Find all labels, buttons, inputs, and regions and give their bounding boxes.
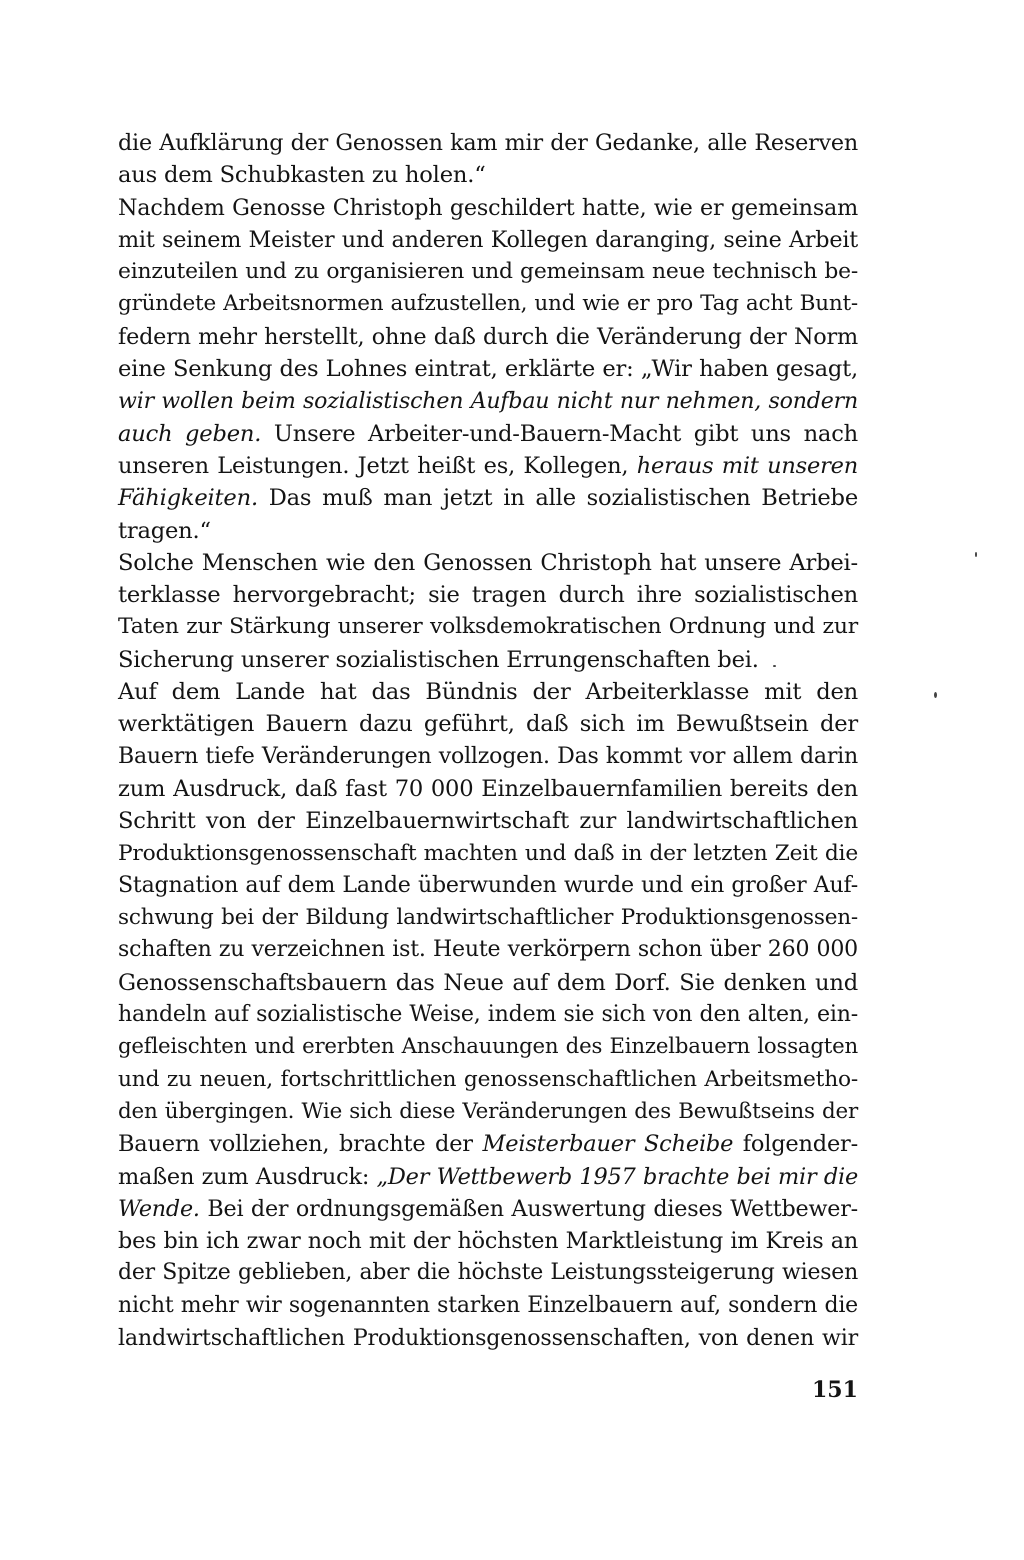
text-line	[118, 579, 858, 611]
text-line	[118, 1064, 858, 1096]
text-segment: maßen zum Ausdruck:	[118, 1163, 377, 1190]
text-segment: Genossenschaftsbauern das Neue auf dem Dorf. Sie denken und	[118, 969, 858, 996]
text-line	[118, 838, 858, 870]
text-segment: Solche Menschen wie den Genossen Christoph hat unsere Arbei-	[118, 549, 858, 576]
text-line	[118, 741, 858, 773]
text-line	[118, 321, 858, 353]
text-line	[118, 192, 858, 224]
scan-speck	[934, 692, 937, 698]
scan-speck	[975, 552, 977, 557]
text-line	[118, 1290, 858, 1322]
text-line	[118, 773, 858, 805]
text-line	[118, 127, 858, 159]
text-line	[118, 644, 858, 676]
text-line	[118, 482, 858, 514]
text-line	[118, 224, 858, 256]
text-segment: landwirtschaftlichen Produktionsgenossenschaften, von denen wir	[118, 1324, 858, 1351]
text-segment: Sicherung unserer sozialistischen Errungenschaften bei.	[118, 646, 759, 673]
text-line	[118, 1225, 858, 1257]
text-line	[118, 934, 858, 966]
emphasis-text: Wende.	[118, 1195, 200, 1222]
text-line	[118, 708, 858, 740]
emphasis-text: Meisterbauer Scheibe	[482, 1131, 734, 1158]
text-segment: Bauern vollziehen, brachte der	[118, 1131, 483, 1158]
page-number: 151	[812, 1377, 858, 1403]
text-line	[118, 353, 858, 385]
text-line	[118, 902, 858, 934]
emphasis-text: heraus mit unseren	[636, 452, 859, 479]
emphasis-text: auch geben.	[118, 420, 262, 447]
text-segment: nicht mehr wir sogenannten starken Einzelbauern auf, sondern die	[118, 1292, 858, 1318]
text-line	[118, 1193, 858, 1225]
text-segment: schwung bei der Bildung landwirtschaftlicher Produktionsgenossen-	[118, 905, 858, 931]
text-line	[118, 418, 858, 450]
emphasis-text: Fähigkeiten.	[118, 485, 258, 512]
text-segment: aus dem Schubkasten zu holen.“	[118, 162, 486, 189]
text-line	[118, 450, 858, 482]
text-segment: einzuteilen und zu organisieren und gemeinsam neue technisch be-	[118, 259, 858, 285]
emphasis-text: „Der Wettbewerb 1957 brachte bei mir die	[376, 1163, 859, 1190]
text-line	[118, 676, 858, 708]
text-segment: mit seinem Meister und anderen Kollegen daranging, seine Arbeit	[118, 226, 858, 253]
scan-speck	[773, 665, 776, 667]
text-segment: Bei der ordnungsgemäßen Auswertung dieses Wettbewer-	[199, 1195, 858, 1222]
text-line	[118, 967, 858, 999]
text-line	[118, 385, 858, 417]
text-segment: Bauern tiefe Veränderungen vollzogen. Das kommt vor allem darin	[118, 743, 858, 769]
text-segment: und zu neuen, fortschrittlichen genossenschaftlichen Arbeitsmetho-	[118, 1066, 858, 1092]
text-segment: Auf dem Lande hat das Bündnis der Arbeiterklasse mit den	[118, 679, 858, 706]
text-line	[118, 1128, 858, 1160]
body-text	[118, 127, 858, 1354]
text-segment: federn mehr herstellt, ohne daß durch die Veränderung der Norm	[118, 323, 858, 350]
text-line	[118, 1257, 858, 1289]
text-segment: Schritt von der Einzelbauernwirtschaft zur landwirtschaftlichen	[118, 808, 858, 835]
text-line	[118, 611, 858, 643]
text-segment: schaften zu verzeichnen ist. Heute verkörpern schon über 260 000	[118, 937, 858, 963]
text-segment: folgender-	[733, 1131, 858, 1158]
text-segment: Nachdem Genosse Christoph geschildert hatte, wie er gemeinsam	[118, 194, 858, 221]
text-segment: werktätigen Bauern dazu geführt, daß sich im Bewußtsein der	[118, 711, 858, 738]
text-segment: Produktionsgenossenschaft machten und daß in der letzten Zeit die	[118, 840, 858, 866]
text-segment: den übergingen. Wie sich diese Veränderungen des Bewußtseins der	[118, 1098, 858, 1124]
text-line	[118, 1031, 858, 1063]
text-line	[118, 547, 858, 579]
text-line	[118, 288, 858, 320]
text-segment: der Spitze geblieben, aber die höchste Leistungssteigerung wiesen	[118, 1260, 858, 1286]
text-segment: bes bin ich zwar noch mit der höchsten Marktleistung im Kreis an	[118, 1228, 858, 1255]
text-segment: gefleischten und ererbten Anschauungen des Einzelbauern lossagten	[118, 1034, 858, 1060]
text-segment: Das muß man jetzt in alle sozialistischen Betriebe	[257, 485, 858, 512]
text-segment: Taten zur Stärkung unserer volksdemokratischen Ordnung und zur	[118, 614, 858, 640]
text-line	[118, 159, 858, 191]
text-line	[118, 870, 858, 902]
text-segment: Stagnation auf dem Lande überwunden wurde und ein großer Auf-	[118, 872, 858, 898]
text-line	[118, 515, 858, 547]
text-line	[118, 999, 858, 1031]
text-segment: eine Senkung des Lohnes eintrat, erklärte er: „Wir haben gesagt,	[118, 356, 858, 383]
text-segment: unseren Leistungen. Jetzt heißt es, Kollegen,	[118, 452, 637, 479]
text-line	[118, 1322, 858, 1354]
text-segment: zum Ausdruck, daß fast 70 000 Einzelbauernfamilien bereits den	[118, 775, 858, 802]
emphasis-text: wir wollen beim sozialistischen Aufbau nicht nur nehmen, sondern	[118, 388, 858, 415]
text-line	[118, 1096, 858, 1128]
text-segment: Unsere Arbeiter-und-Bauern-Macht gibt uns nach	[261, 420, 858, 447]
text-segment: handeln auf sozialistische Weise, indem sie sich von den alten, ein-	[118, 1002, 858, 1028]
text-line	[118, 805, 858, 837]
text-segment: die Aufklärung der Genossen kam mir der Gedanke, alle Reserven	[118, 130, 858, 156]
text-line	[118, 1161, 858, 1193]
text-line	[118, 256, 858, 288]
text-segment: terklasse hervorgebracht; sie tragen durch ihre sozialistischen	[118, 582, 858, 609]
text-segment: tragen.“	[118, 517, 211, 544]
text-segment: gründete Arbeitsnormen aufzustellen, und wie er pro Tag acht Bunt-	[118, 291, 858, 317]
